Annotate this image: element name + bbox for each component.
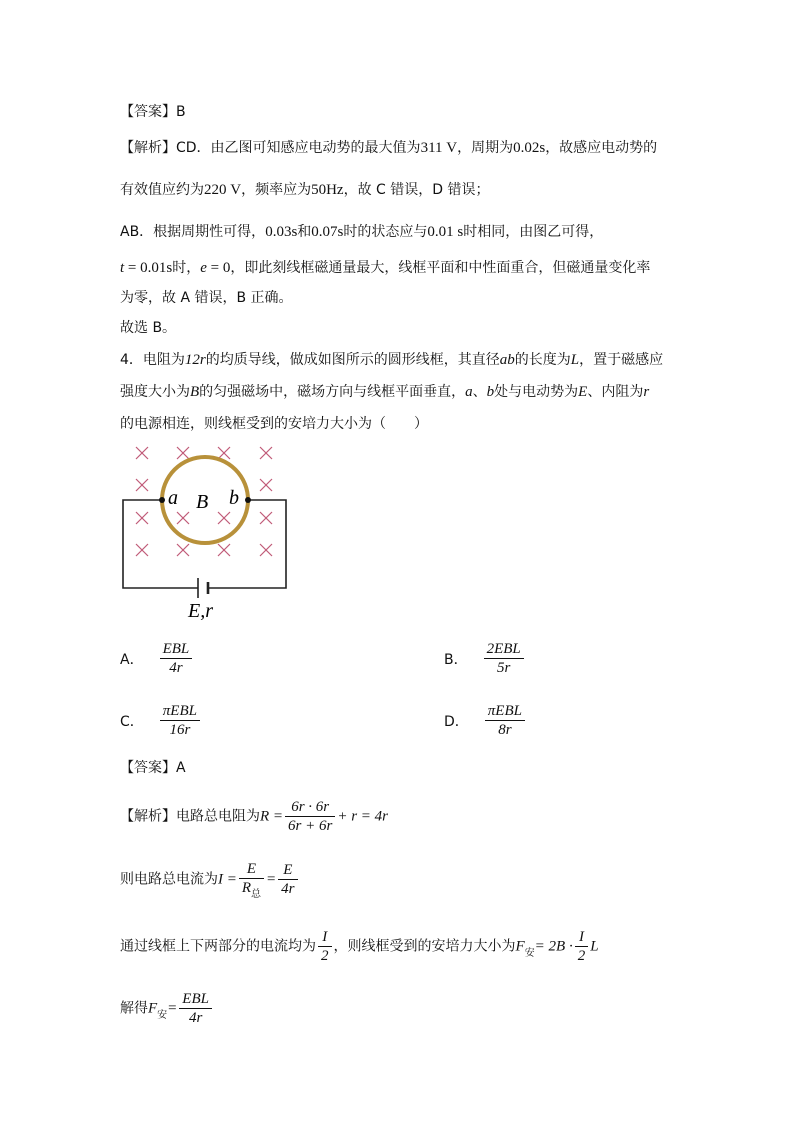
value: L	[570, 352, 580, 368]
denominator: 5r	[497, 660, 511, 676]
field-cross-icon	[260, 544, 272, 556]
denominator	[239, 879, 264, 899]
q4-analysis-line-4	[120, 990, 214, 1027]
var-F: F	[148, 1000, 158, 1017]
denominator: 16r	[169, 722, 191, 738]
denominator: 4r	[188, 1010, 203, 1026]
field-cross-icon	[260, 512, 272, 524]
formula: R =	[260, 808, 284, 825]
option-fraction	[160, 640, 193, 677]
text: 时相同，由图乙可得，	[463, 224, 604, 240]
text: 解得	[120, 1000, 148, 1017]
text: ，即此刻线框磁通量最大，线框平面和中性面重合，但磁通量变化率	[230, 260, 651, 276]
circuit-figure	[110, 440, 300, 620]
label-source: E,r	[188, 600, 213, 620]
analysis-tag: 【解析】	[120, 808, 176, 825]
text: AB．根据周期性可得，	[120, 224, 266, 240]
option-fraction	[160, 702, 200, 739]
text: ，置于磁感应	[579, 352, 664, 368]
field-cross-icon	[136, 479, 148, 491]
text: ，周期为	[457, 140, 514, 156]
wire-left	[123, 500, 198, 588]
var-F: F	[515, 938, 525, 955]
field-cross-icon	[218, 447, 230, 459]
q3-analysis-line-4	[120, 258, 650, 278]
value: b	[486, 384, 495, 400]
answer-value: B	[176, 104, 186, 120]
numerator: I	[318, 928, 332, 947]
option-label: A．	[120, 651, 144, 668]
text: ，则线框受到的安培力大小为	[333, 938, 516, 955]
text: 的电源相连，则线框受到的安培力大小为（ ）	[120, 416, 428, 432]
text: 的均质导线，做成如图所示的圆形线框，其直径	[205, 352, 500, 368]
q3-analysis-line-1	[120, 138, 657, 158]
option-label: D．	[444, 713, 469, 730]
denominator: 6r + 6r	[288, 818, 333, 834]
text: 故选 B。	[120, 320, 177, 336]
numerator: EBL	[179, 990, 212, 1009]
answer-tag: 【答案】	[120, 760, 176, 776]
numerator: EBL	[160, 640, 193, 659]
node-b	[245, 497, 251, 503]
q3-analysis-line-5	[120, 288, 293, 308]
option-label: C．	[120, 713, 144, 730]
q4-stem-line-3	[120, 414, 428, 434]
text: ，故感应电动势的	[545, 140, 658, 156]
answer-value: A	[176, 760, 186, 776]
q3-conclusion	[120, 318, 176, 338]
value: B	[190, 384, 200, 400]
field-cross-icon	[218, 544, 230, 556]
text: CD．由乙图可知感应电动势的最大值为	[176, 140, 421, 156]
q4-answer-line	[120, 758, 186, 778]
value: E	[578, 384, 588, 400]
numerator: 6r · 6r	[285, 798, 335, 817]
field-cross-icon	[260, 447, 272, 459]
text: 处与电动势为	[494, 384, 579, 400]
value: ab	[499, 352, 515, 368]
formula-fraction	[239, 860, 264, 899]
field-cross-icon	[260, 479, 272, 491]
option-a[interactable]	[120, 640, 194, 677]
numerator: 2EBL	[484, 640, 524, 659]
q3-analysis-line-2	[120, 180, 490, 200]
var-t: t	[120, 260, 125, 276]
denominator: 2	[321, 948, 329, 964]
field-cross-icon	[177, 544, 189, 556]
value: a	[465, 384, 473, 400]
text: 、内阻为	[587, 384, 644, 400]
formula: = 2B ·	[534, 938, 573, 955]
option-fraction	[485, 702, 525, 739]
text: ，故 C 错误，D 错误；	[343, 182, 490, 198]
subscript: 安	[524, 947, 535, 959]
formula: =	[167, 1000, 178, 1017]
value: r	[643, 384, 650, 400]
value: 12r	[184, 352, 206, 368]
text: 的长度为	[514, 352, 571, 368]
formula-fraction	[575, 928, 589, 965]
value: 50Hz	[311, 182, 344, 198]
denominator: 4r	[169, 660, 183, 676]
option-fraction	[484, 640, 524, 677]
field-cross-icon	[218, 512, 230, 524]
text: 则电路总电流为	[120, 871, 218, 888]
text: 、	[472, 384, 487, 400]
q3-answer-line	[120, 102, 186, 122]
label-B: B	[196, 491, 209, 513]
value: 220 V	[204, 182, 242, 198]
denominator-text: R	[241, 880, 252, 896]
text: 强度大小为	[120, 384, 190, 400]
text: 时的状态应与	[343, 224, 428, 240]
numerator: E	[278, 861, 297, 880]
formula: I =	[218, 871, 237, 888]
var-e: e	[200, 260, 207, 276]
numerator: πEBL	[160, 702, 200, 721]
value: 311 V	[420, 140, 458, 156]
value: 0.03s	[265, 224, 298, 240]
numerator: πEBL	[485, 702, 525, 721]
value: = 0.01s	[124, 260, 173, 276]
answer-tag: 【答案】	[120, 104, 176, 120]
node-a	[159, 497, 165, 503]
value: 0.02s	[513, 140, 546, 156]
field-cross-icon	[136, 512, 148, 524]
text: 为零，故 A 错误，B 正确。	[120, 290, 293, 306]
var-L: L	[590, 938, 599, 955]
value: = 0	[206, 260, 231, 276]
text: 和	[297, 224, 312, 240]
q4-stem-line-2	[120, 382, 649, 402]
denominator: 8r	[498, 722, 512, 738]
formula: =	[266, 871, 277, 888]
value: 0.07s	[311, 224, 344, 240]
denominator: 4r	[281, 881, 295, 897]
field-cross-icon	[177, 447, 189, 459]
text: 时，	[172, 260, 201, 276]
text: 有效值应约为	[120, 182, 204, 198]
text: ，频率应为	[241, 182, 312, 198]
field-cross-icon	[177, 512, 189, 524]
q4-stem-line-1	[120, 350, 663, 370]
formula: + r = 4r	[337, 808, 389, 825]
field-cross-icon	[136, 447, 148, 459]
label-b: b	[229, 487, 239, 509]
numerator: E	[239, 860, 264, 879]
option-c[interactable]	[120, 702, 202, 739]
text: 通过线框上下两部分的电流均为	[120, 938, 316, 955]
subscript: 总	[251, 889, 262, 900]
q3-analysis-line-3	[120, 222, 603, 242]
formula-fraction	[318, 928, 332, 965]
q4-analysis-line-1	[120, 798, 388, 835]
text: 的匀强磁场中，磁场方向与线框平面垂直，	[199, 384, 466, 400]
subscript: 安	[157, 1009, 168, 1021]
text: 电路总电阻为	[176, 808, 260, 825]
option-label: B．	[444, 651, 468, 668]
formula-fraction	[278, 861, 297, 898]
q4-analysis-line-3	[120, 928, 599, 965]
text: 4．电阻为	[120, 352, 185, 368]
numerator: I	[575, 928, 589, 947]
option-d[interactable]	[444, 702, 527, 739]
label-a: a	[168, 487, 178, 509]
option-b[interactable]	[444, 640, 526, 677]
q4-analysis-line-2	[120, 860, 300, 899]
formula-fraction	[285, 798, 335, 835]
denominator: 2	[577, 948, 586, 964]
analysis-tag: 【解析】	[120, 140, 176, 156]
formula-fraction	[179, 990, 212, 1027]
field-cross-icon	[136, 544, 148, 556]
value: 0.01 s	[427, 224, 464, 240]
